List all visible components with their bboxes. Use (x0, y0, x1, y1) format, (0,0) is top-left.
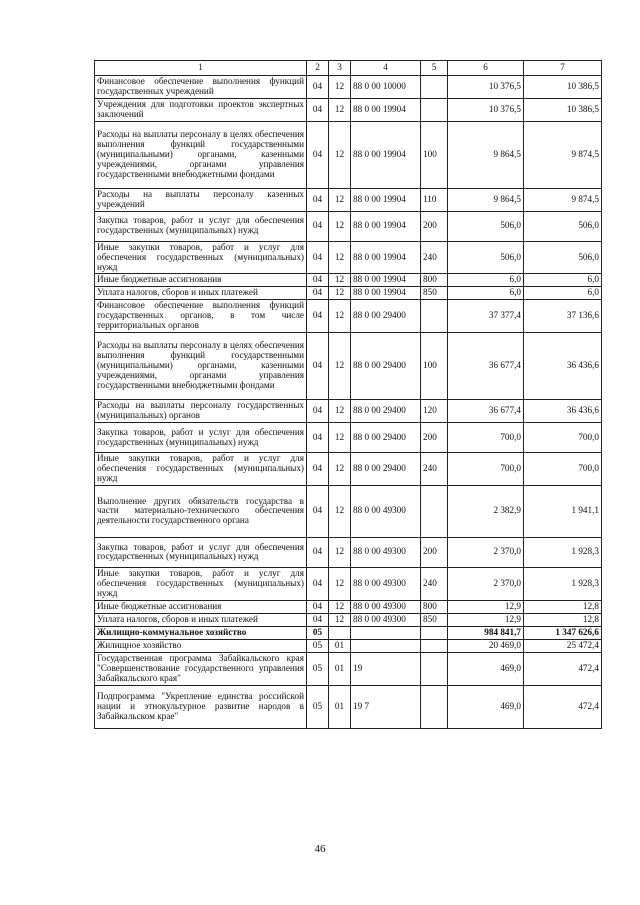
amount-year-2: 506,0 (524, 211, 602, 241)
row-description: Иные закупки товаров, работ и услуг для обеспечения государственных (муниципальных) нужд (95, 567, 307, 600)
subsection-code: 12 (329, 287, 351, 300)
target-article-code: 88 0 00 29400 (351, 453, 421, 486)
expense-type-code: 850 (421, 613, 448, 626)
subsection-code: 12 (329, 76, 351, 99)
amount-year-1: 700,0 (448, 453, 524, 486)
amount-year-1: 2 370,0 (448, 567, 524, 600)
subsection-code: 01 (329, 639, 351, 652)
table-row (95, 485, 602, 537)
subsection-code: 12 (329, 300, 351, 333)
row-description: Учреждения для подготовки проектов экспертных заключений (95, 98, 307, 121)
amount-year-1: 36 677,4 (448, 400, 524, 423)
expense-type-code (421, 652, 448, 685)
expense-type-code: 100 (421, 121, 448, 188)
amount-year-2: 37 136,6 (524, 300, 602, 333)
section-code: 04 (307, 537, 329, 567)
amount-year-2: 9 874,5 (524, 188, 602, 211)
subsection-code: 12 (329, 400, 351, 423)
table-row (95, 241, 602, 274)
row-description: Уплата налогов, сборов и иных платежей (95, 613, 307, 626)
amount-year-2: 472,4 (524, 652, 602, 685)
section-code: 04 (307, 485, 329, 537)
amount-year-2: 1 928,3 (524, 567, 602, 600)
target-article-code: 88 0 00 49300 (351, 613, 421, 626)
row-description: Подпрограмма "Укрепление единства российской нации и этнокультурное развитие народов в Забайкальском крае" (95, 685, 307, 728)
subsection-code: 12 (329, 241, 351, 274)
amount-year-1: 984 841,7 (448, 626, 524, 639)
amount-year-1: 2 382,9 (448, 485, 524, 537)
target-article-code: 88 0 00 49300 (351, 567, 421, 600)
target-article-code: 88 0 00 29400 (351, 423, 421, 453)
amount-year-2: 1 347 626,6 (524, 626, 602, 639)
table-row (95, 600, 602, 613)
amount-year-2: 25 472,4 (524, 639, 602, 652)
target-article-code: 88 0 00 29400 (351, 300, 421, 333)
section-code: 05 (307, 685, 329, 728)
amount-year-2: 6,0 (524, 287, 602, 300)
amount-year-2: 700,0 (524, 423, 602, 453)
target-article-code: 88 0 00 49300 (351, 537, 421, 567)
table-row (95, 76, 602, 99)
amount-year-2: 12,8 (524, 613, 602, 626)
section-code: 04 (307, 613, 329, 626)
table-row (95, 639, 602, 652)
target-article-code: 88 0 00 29400 (351, 333, 421, 400)
subsection-code: 12 (329, 453, 351, 486)
section-code: 04 (307, 188, 329, 211)
table-row (95, 287, 602, 300)
section-code: 04 (307, 567, 329, 600)
expense-type-code (421, 300, 448, 333)
row-description: Расходы на выплаты персоналу в целях обеспечения выполнения функций государственными (муниципальными) органами, казенными учреждениями, органами управления государственными внебюджетными фондами (95, 333, 307, 400)
section-code: 04 (307, 400, 329, 423)
row-description: Расходы на выплаты персоналу в целях обеспечения выполнения функций государственными (муниципальными) органами, казенными учреждениями, органами управления государственными внебюджетными фондами (95, 121, 307, 188)
subsection-code: 12 (329, 600, 351, 613)
subsection-code: 12 (329, 537, 351, 567)
amount-year-1: 2 370,0 (448, 537, 524, 567)
target-article-code: 19 7 (351, 685, 421, 728)
target-article-code: 88 0 00 49300 (351, 485, 421, 537)
amount-year-2: 36 436,6 (524, 400, 602, 423)
amount-year-2: 10 386,5 (524, 98, 602, 121)
table-row (95, 453, 602, 486)
table-row (95, 300, 602, 333)
section-code: 04 (307, 300, 329, 333)
table-row (95, 121, 602, 188)
target-article-code: 88 0 00 19904 (351, 121, 421, 188)
subsection-code: 12 (329, 485, 351, 537)
header-cell: 4 (351, 61, 421, 76)
expense-type-code (421, 639, 448, 652)
header-cell: 6 (448, 61, 524, 76)
expense-type-code: 240 (421, 241, 448, 274)
subsection-code: 12 (329, 333, 351, 400)
expense-type-code: 200 (421, 537, 448, 567)
header-cell: 1 (95, 61, 307, 76)
row-description: Финансовое обеспечение выполнения функций государственных учреждений (95, 76, 307, 99)
target-article-code (351, 626, 421, 639)
subsection-code: 12 (329, 98, 351, 121)
subsection-code: 12 (329, 613, 351, 626)
expense-type-code: 110 (421, 188, 448, 211)
amount-year-1: 36 677,4 (448, 333, 524, 400)
section-code: 05 (307, 626, 329, 639)
row-description: Финансовое обеспечение выполнения функций государственных органов, в том числе территориальных органов (95, 300, 307, 333)
expense-type-code (421, 76, 448, 99)
table-row (95, 537, 602, 567)
table-row (95, 567, 602, 600)
expense-type-code (421, 685, 448, 728)
section-code: 04 (307, 453, 329, 486)
expense-type-code: 120 (421, 400, 448, 423)
amount-year-2: 10 386,5 (524, 76, 602, 99)
subsection-code: 12 (329, 423, 351, 453)
target-article-code: 88 0 00 19904 (351, 211, 421, 241)
amount-year-1: 20 469,0 (448, 639, 524, 652)
table-row (95, 274, 602, 287)
row-description: Закупка товаров, работ и услуг для обеспечения государственных (муниципальных) нужд (95, 537, 307, 567)
section-code: 04 (307, 333, 329, 400)
section-code: 04 (307, 211, 329, 241)
table-row (95, 626, 602, 639)
table-row (95, 423, 602, 453)
section-code: 04 (307, 76, 329, 99)
amount-year-1: 6,0 (448, 274, 524, 287)
amount-year-1: 10 376,5 (448, 98, 524, 121)
subsection-code: 12 (329, 274, 351, 287)
expense-type-code: 800 (421, 600, 448, 613)
amount-year-1: 12,9 (448, 600, 524, 613)
section-code: 05 (307, 652, 329, 685)
expense-type-code: 240 (421, 453, 448, 486)
row-description: Расходы на выплаты персоналу казенных учреждений (95, 188, 307, 211)
table-row (95, 685, 602, 728)
section-code: 04 (307, 274, 329, 287)
table-row (95, 211, 602, 241)
section-code: 05 (307, 639, 329, 652)
header-cell: 2 (307, 61, 329, 76)
expense-type-code: 100 (421, 333, 448, 400)
subsection-code: 01 (329, 685, 351, 728)
amount-year-1: 37 377,4 (448, 300, 524, 333)
target-article-code: 88 0 00 10000 (351, 76, 421, 99)
subsection-code: 12 (329, 188, 351, 211)
section-code: 04 (307, 98, 329, 121)
amount-year-2: 700,0 (524, 453, 602, 486)
target-article-code: 88 0 00 49300 (351, 600, 421, 613)
row-description: Закупка товаров, работ и услуг для обеспечения государственных (муниципальных) нужд (95, 423, 307, 453)
amount-year-1: 9 864,5 (448, 188, 524, 211)
expense-type-code: 200 (421, 423, 448, 453)
expense-type-code: 850 (421, 287, 448, 300)
amount-year-1: 506,0 (448, 241, 524, 274)
row-description: Иные закупки товаров, работ и услуг для обеспечения государственных (муниципальных) нужд (95, 241, 307, 274)
target-article-code: 19 (351, 652, 421, 685)
table-row (95, 98, 602, 121)
row-description: Иные закупки товаров, работ и услуг для обеспечения государственных (муниципальных) нужд (95, 453, 307, 486)
amount-year-1: 6,0 (448, 287, 524, 300)
row-description: Закупка товаров, работ и услуг для обеспечения государственных (муниципальных) нужд (95, 211, 307, 241)
expense-type-code: 200 (421, 211, 448, 241)
subsection-code: 12 (329, 121, 351, 188)
budget-table (94, 60, 602, 729)
row-description: Иные бюджетные ассигнования (95, 274, 307, 287)
expense-type-code (421, 626, 448, 639)
subsection-code: 12 (329, 211, 351, 241)
expense-type-code: 800 (421, 274, 448, 287)
table-row (95, 333, 602, 400)
header-cell: 3 (329, 61, 351, 76)
subsection-code: 01 (329, 652, 351, 685)
target-article-code: 88 0 00 19904 (351, 241, 421, 274)
amount-year-1: 469,0 (448, 685, 524, 728)
table-row (95, 400, 602, 423)
target-article-code: 88 0 00 29400 (351, 400, 421, 423)
section-code: 04 (307, 423, 329, 453)
amount-year-1: 10 376,5 (448, 76, 524, 99)
amount-year-2: 506,0 (524, 241, 602, 274)
page-number: 46 (314, 843, 326, 855)
amount-year-1: 506,0 (448, 211, 524, 241)
amount-year-1: 700,0 (448, 423, 524, 453)
target-article-code: 88 0 00 19904 (351, 287, 421, 300)
expense-type-code (421, 485, 448, 537)
row-description: Расходы на выплаты персоналу государственных (муниципальных) органов (95, 400, 307, 423)
table-row (95, 613, 602, 626)
amount-year-2: 1 941,1 (524, 485, 602, 537)
amount-year-2: 9 874,5 (524, 121, 602, 188)
section-code: 04 (307, 121, 329, 188)
row-description: Жилищное хозяйство (95, 639, 307, 652)
amount-year-2: 12,8 (524, 600, 602, 613)
section-code: 04 (307, 600, 329, 613)
amount-year-1: 469,0 (448, 652, 524, 685)
header-row (95, 61, 602, 76)
table-row (95, 188, 602, 211)
table-row (95, 652, 602, 685)
amount-year-1: 12,9 (448, 613, 524, 626)
target-article-code: 88 0 00 19904 (351, 188, 421, 211)
subsection-code: 12 (329, 567, 351, 600)
expense-type-code (421, 98, 448, 121)
row-description: Жилищно-коммунальное хозяйство (95, 626, 307, 639)
expense-type-code: 240 (421, 567, 448, 600)
amount-year-1: 9 864,5 (448, 121, 524, 188)
amount-year-2: 1 928,3 (524, 537, 602, 567)
section-code: 04 (307, 287, 329, 300)
amount-year-2: 36 436,6 (524, 333, 602, 400)
target-article-code: 88 0 00 19904 (351, 98, 421, 121)
header-cell: 5 (421, 61, 448, 76)
amount-year-2: 6,0 (524, 274, 602, 287)
amount-year-2: 472,4 (524, 685, 602, 728)
row-description: Государственная программа Забайкальского края "Совершенствование государственного управления Забайкальского края" (95, 652, 307, 685)
row-description: Выполнение других обязательств государства в части материально-технического обеспечения деятельности государственного органа (95, 485, 307, 537)
target-article-code: 88 0 00 19904 (351, 274, 421, 287)
row-description: Уплата налогов, сборов и иных платежей (95, 287, 307, 300)
target-article-code (351, 639, 421, 652)
row-description: Иные бюджетные ассигнования (95, 600, 307, 613)
section-code: 04 (307, 241, 329, 274)
header-cell: 7 (524, 61, 602, 76)
subsection-code (329, 626, 351, 639)
